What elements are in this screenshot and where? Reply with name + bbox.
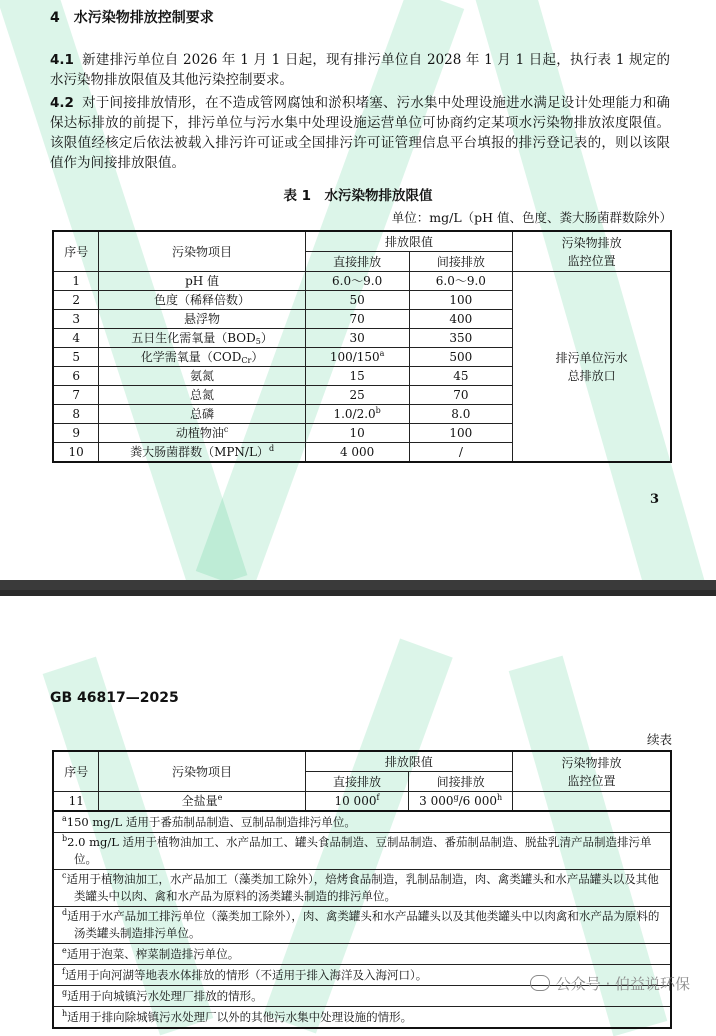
section-number: 4	[50, 10, 60, 26]
paragraph-4-2	[50, 93, 670, 173]
header-indirect: 间接排放	[409, 252, 513, 272]
row-monitor	[513, 792, 671, 812]
footnote-mark: f	[376, 793, 380, 802]
footnote-row	[53, 1007, 671, 1029]
footnote-mark: d	[62, 908, 68, 917]
row-no: 3	[53, 310, 99, 329]
footnote-text: 适用于泡菜、榨菜制造排污单位。	[66, 946, 240, 961]
wechat-icon	[530, 975, 550, 991]
footnote-mark: b	[375, 406, 381, 415]
header-no: 序号	[53, 751, 99, 792]
footnote-mark: g	[62, 987, 68, 997]
header-direct: 直接排放	[305, 252, 409, 272]
row-no: 6	[53, 367, 99, 386]
footnote-mark: d	[268, 444, 275, 453]
header-monitor-line1: 污染物排放	[561, 235, 622, 250]
row-direct: 50	[305, 291, 409, 310]
direct-value: 10 000	[334, 794, 377, 808]
item-subscript: 5	[255, 337, 261, 346]
watermark-label-text: 公众号 · 伯益说环保	[555, 975, 690, 993]
row-indirect: 45	[409, 367, 513, 386]
row-indirect: /	[409, 443, 513, 463]
footnote	[53, 1007, 671, 1029]
header-limit: 排放限值	[305, 751, 512, 772]
footnote	[53, 833, 671, 870]
monitor-location-line2: 总排放口	[567, 368, 616, 383]
row-indirect: 100	[409, 291, 513, 310]
row-indirect: 500	[409, 348, 513, 367]
continued-label: 续表	[646, 732, 672, 747]
row-item	[99, 329, 305, 348]
row-no: 7	[53, 386, 99, 405]
footnote-text: 适用于向河湖等地表水体排放的情形（不适用于排入海洋及入海河口）。	[64, 967, 428, 982]
direct-value: 1.0/2.0	[333, 407, 376, 421]
row-no: 10	[53, 443, 99, 463]
row-direct: 70	[305, 310, 409, 329]
row-item	[99, 348, 305, 367]
monitor-location	[513, 272, 671, 463]
paragraph-text: 新建排污单位自 2026 年 1 月 1 日起，现有排污单位自 2028 年 1 月 1 日起，执行表 1 规定的水污染物排放限值及其他污染控制要求。	[50, 52, 670, 88]
row-item	[99, 443, 305, 463]
document-page-2	[0, 596, 716, 1024]
footnote-row	[53, 907, 671, 944]
row-item: pH 值	[99, 272, 305, 291]
item-text: 五日生化需氧量（BOD	[131, 331, 256, 345]
header-monitor-line2: 监控位置	[567, 253, 616, 268]
header-indirect: 间接排放	[409, 772, 513, 792]
footnote-text: 150 mg/L 适用于番茄制品制造、豆制品制造排污单位。	[66, 814, 356, 829]
footnote	[53, 870, 671, 907]
row-no: 9	[53, 424, 99, 443]
monitor-location-line1: 排污单位污水	[555, 350, 628, 365]
watermark-label	[530, 974, 690, 994]
item-text: 全盐量	[181, 794, 218, 808]
item-text: 动植物油	[175, 426, 224, 440]
footnote-row	[53, 870, 671, 907]
indirect-value: 3 000	[419, 794, 454, 808]
row-direct: 15	[305, 367, 409, 386]
row-item: 氨氮	[99, 367, 305, 386]
footnote-text: 适用于水产品加工排污单位（藻类加工除外），肉、禽类罐头和水产品罐头以及其他类罐头中以肉禽和水产品为原料的汤类罐头制造排污单位。	[67, 909, 660, 940]
row-item	[99, 792, 305, 812]
paragraph-4-1	[50, 50, 670, 90]
header-no: 序号	[53, 231, 99, 272]
footnote-mark: c	[62, 871, 67, 880]
header-item: 污染物项目	[99, 231, 305, 272]
row-item: 总磷	[99, 405, 305, 424]
row-indirect: 100	[409, 424, 513, 443]
row-item	[99, 424, 305, 443]
footnote-mark: e	[217, 793, 223, 802]
footnote-row	[53, 944, 671, 965]
paragraph-text: 对于间接排放情形，在不造成管网腐蚀和淤积堵塞、污水集中处理设施进水满足设计处理能力和确保达标排放的前提下，排污单位与污水集中处理设施运营单位可协商约定某项水污染物排放浓度限值。该限值经核定后依法被载入排污许可证或全国排污许可证管理信息平台填报的排污登记表的，则以该限值作为间接排放限值。	[50, 95, 670, 171]
row-no: 11	[53, 792, 99, 812]
table-row	[53, 792, 671, 812]
indirect-value-alt: /6 000	[458, 794, 498, 808]
footnote-mark: e	[62, 945, 67, 955]
footnote-mark: b	[62, 834, 68, 843]
section-heading	[50, 8, 214, 28]
header-item: 污染物项目	[99, 751, 305, 792]
row-no: 2	[53, 291, 99, 310]
row-direct: 30	[305, 329, 409, 348]
unit-note: 单位：mg/L（pH 值、色度、粪大肠菌群数除外）	[391, 210, 672, 225]
row-indirect: 6.0～9.0	[409, 272, 513, 291]
footnote-mark: h	[62, 1008, 68, 1018]
row-no: 8	[53, 405, 99, 424]
standard-number: GB 46817—2025	[50, 690, 179, 706]
row-direct: 4 000	[305, 443, 409, 463]
item-subscript: Cr	[241, 356, 252, 365]
row-indirect: 350	[409, 329, 513, 348]
row-indirect: 70	[409, 386, 513, 405]
footnote	[53, 944, 671, 965]
direct-value: 100/150	[329, 350, 380, 364]
row-indirect	[409, 792, 513, 812]
row-indirect: 400	[409, 310, 513, 329]
row-direct: 25	[305, 386, 409, 405]
header-monitor	[513, 751, 671, 792]
item-tail: ）	[251, 350, 264, 364]
footnote-text: 适用于向城镇污水处理厂排放的情形。	[67, 988, 263, 1003]
footnote-row	[53, 833, 671, 870]
row-item: 悬浮物	[99, 310, 305, 329]
footnote-row	[53, 811, 671, 833]
row-indirect: 8.0	[409, 405, 513, 424]
header-limit: 排放限值	[305, 231, 512, 252]
row-direct: 10	[305, 424, 409, 443]
header-monitor-line1: 污染物排放	[561, 755, 622, 770]
row-direct	[305, 348, 409, 367]
row-no: 5	[53, 348, 99, 367]
footnote-text: 适用于植物油加工，水产品加工（藻类加工除外），焙烤食品制造，乳制品制造，肉、禽类罐头和水产品罐头以及其他类罐头中以肉、禽和水产品为原料的汤类罐头制造的排污单位。	[66, 872, 659, 903]
item-text: 化学需氧量（COD	[140, 350, 242, 364]
item-text: 粪大肠菌群数（MPN/L）	[130, 445, 269, 459]
footnote-mark: h	[497, 793, 503, 802]
row-no: 4	[53, 329, 99, 348]
footnote-text: 适用于排向除城镇污水处理厂以外的其他污水集中处理设施的情形。	[67, 1009, 413, 1024]
paragraph-number: 4.2	[50, 95, 74, 111]
section-title: 水污染物排放控制要求	[73, 10, 214, 26]
footnote-mark: f	[62, 966, 65, 976]
item-tail: ）	[260, 331, 273, 345]
table-caption: 表 1 水污染物排放限值	[283, 188, 433, 204]
page-number: 3	[650, 492, 660, 507]
row-item: 总氮	[99, 386, 305, 405]
row-direct	[305, 792, 409, 812]
footnote-mark: c	[223, 425, 229, 434]
row-item: 色度（稀释倍数）	[99, 291, 305, 310]
header-direct: 直接排放	[305, 772, 409, 792]
row-no: 1	[53, 272, 99, 291]
emission-limits-table	[52, 230, 672, 463]
row-direct: 6.0～9.0	[305, 272, 409, 291]
header-monitor-line2: 监控位置	[567, 773, 616, 788]
row-direct	[305, 405, 409, 424]
table-row	[53, 272, 671, 291]
paragraph-number: 4.1	[50, 52, 74, 68]
header-monitor	[513, 231, 671, 272]
footnote-mark: g	[453, 793, 459, 802]
footnote-mark: a	[379, 349, 385, 358]
footnote	[53, 811, 671, 833]
footnote	[53, 907, 671, 944]
footnote-mark: a	[62, 813, 67, 823]
footnote-text: 2.0 mg/L 适用于植物油加工、水产品加工、罐头食品制造、豆制品制造、番茄制品制造、脱盐乳清产品制造排污单位。	[67, 835, 652, 866]
